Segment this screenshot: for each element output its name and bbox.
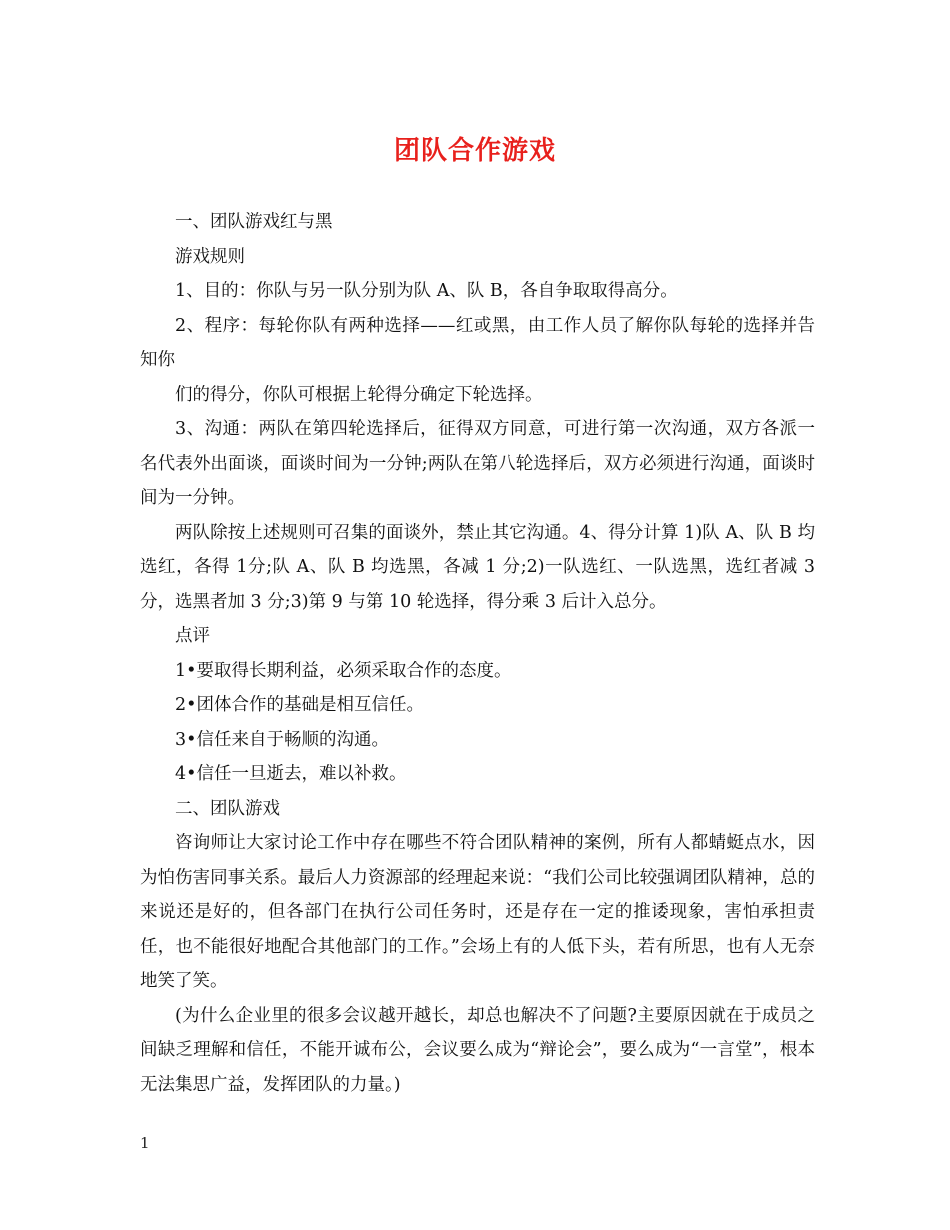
paragraph-case: 咨询师让大家讨论工作中存在哪些不符合团队精神的案例，所有人都蜻蜓点水，因为怕伤害同事关系。最后人力资源部的经理起来说：“我们公司比较强调团队精神，总的来说还是好的，但各部门在执行公司任务时，还是存在一定的推诿现象，害怕承担责任，也不能很好地配合其他部门的工作。”会场上有的人低下头，若有所思，也有人无奈地笑了笑。 [140, 833, 815, 991]
subheading-review: 点评 [175, 626, 210, 646]
paragraph-goal: 1、目的：你队与另一队分别为队 A、队 B，各自争取取得高分。 [175, 281, 678, 301]
subheading-rules: 游戏规则 [175, 246, 245, 267]
review-item-1: 1•要取得长期利益，必须采取合作的态度。 [175, 660, 512, 681]
review-item-2: 2•团体合作的基础是相互信任。 [175, 695, 424, 715]
paragraph-procedure: 2、程序：每轮你队有两种选择——红或黑，由工作人员了解你队每轮的选择并告知你 [140, 315, 815, 370]
paragraph-procedure-cont: 们的得分，你队可根据上轮得分确定下轮选择。 [175, 384, 543, 405]
paragraph-commentary: (为什么企业里的很多会议越开越长，却总也解决不了问题?主要原因就在于成员之间缺乏理解和信任，不能开诚布公，会议要么成为“辩论会”，要么成为“一言堂”，根本无法集思广益，发挥团队的力量。) [140, 1005, 815, 1095]
document-body [140, 205, 815, 1102]
paragraph-scoring: 两队除按上述规则可召集的面谈外，禁止其它沟通。4、得分计算 1)队 A、队 B 均选红，各得 1分;队 A、队 B 均选黑，各减 1 分;2)一队选红、一队选黑，选红者减 3 分，选黑者加 3 分;3)第 9 与第 10 轮选择，得分乘 3 后计入总分。 [140, 522, 815, 612]
review-item-3: 3•信任来自于畅顺的沟通。 [175, 729, 389, 750]
paragraph-communication: 3、沟通：两队在第四轮选择后，征得双方同意，可进行第一次沟通，双方各派一名代表外出面谈，面谈时间为一分钟;两队在第八轮选择后，双方必须进行沟通，面谈时间为一分钟。 [140, 419, 815, 508]
review-item-4: 4•信任一旦逝去，难以补救。 [175, 764, 407, 784]
page-number: 1 [140, 1134, 150, 1152]
section-heading-2: 二、团队游戏 [175, 798, 280, 819]
document-title: 团队合作游戏 [393, 136, 556, 166]
section-heading-1: 一、团队游戏红与黑 [175, 212, 333, 232]
